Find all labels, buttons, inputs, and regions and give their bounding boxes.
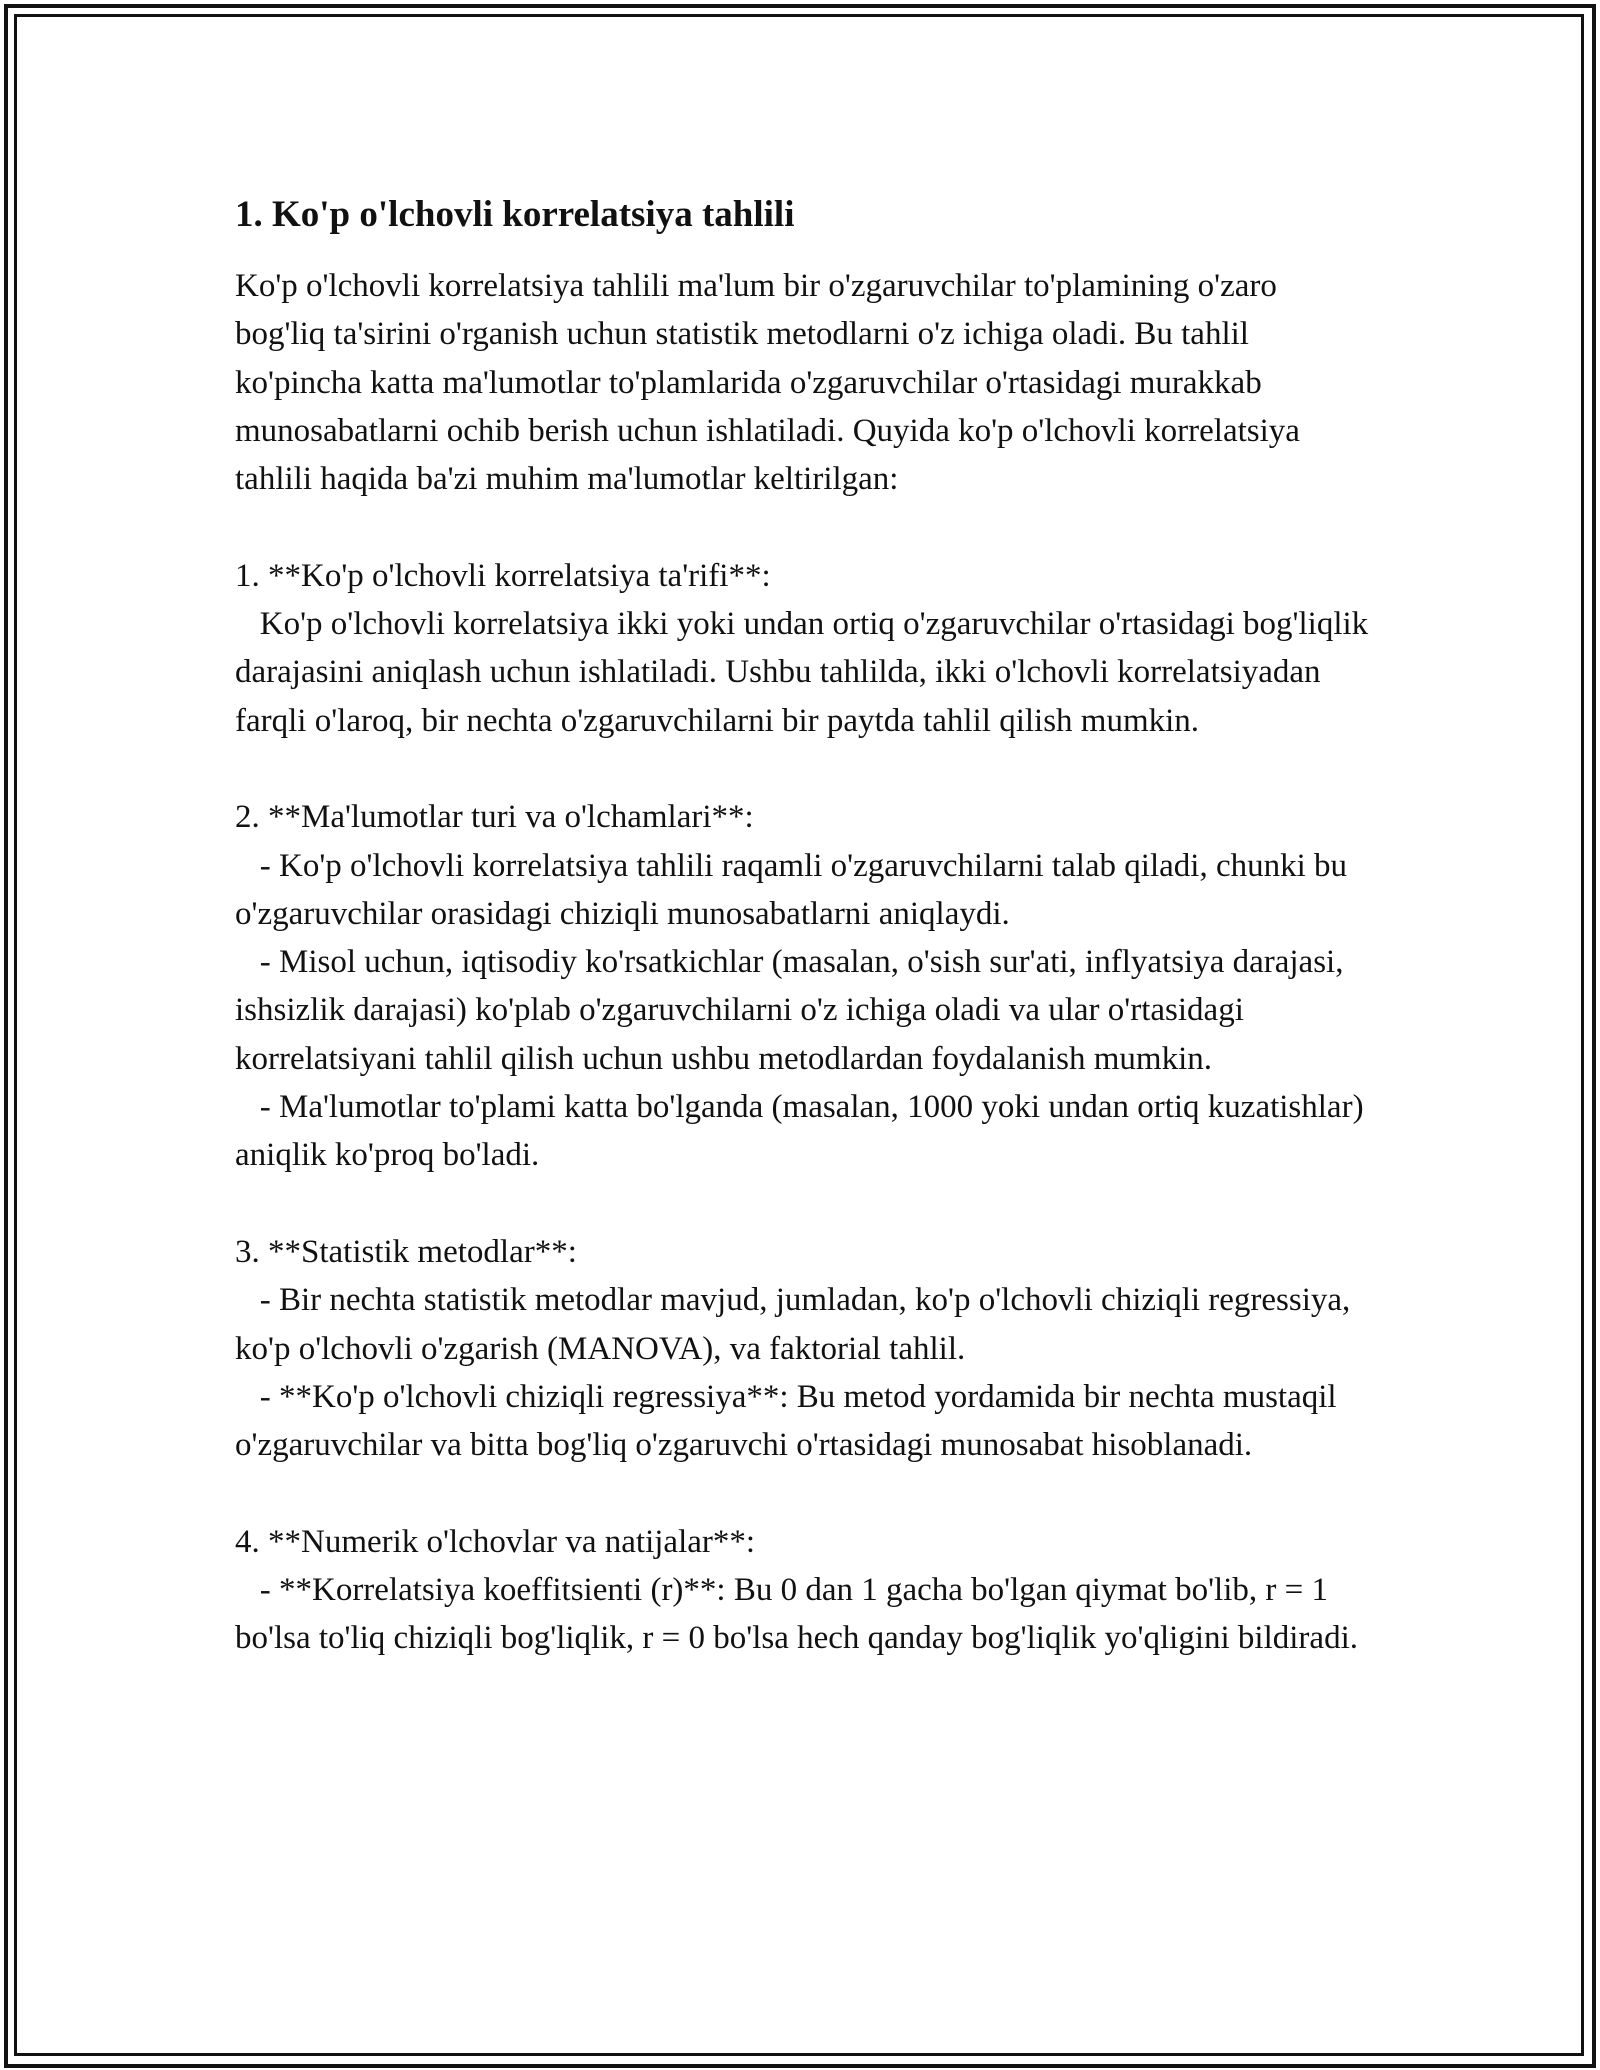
section-spacer [235, 745, 1375, 793]
section-2-heading: 2. **Ma'lumotlar turi va o'lchamlari**: [235, 799, 754, 836]
section-2-paragraph-3: - Ma'lumotlar to'plami katta bo'lganda (masalan, 1000 yoki undan ortiq kuzatishlar) aniqlik ko'proq bo'ladi. [235, 1089, 1372, 1174]
section-spacer [235, 1180, 1375, 1228]
section-3-paragraph-1: - Bir nechta statistik metodlar mavjud, jumladan, ko'p o'lchovli chiziqli regressiya, ko'p o'lchovli o'zgarish (MANOVA), va faktorial tahlil. [235, 1282, 1359, 1367]
intro-paragraph: Ko'p o'lchovli korrelatsiya tahlili ma'lum bir o'zgaruvchilar to'plamining o'zaro bog'liq ta'sirini o'rganish uchun statistik metodlarni o'z ichiga oladi. Bu tahlil ko'pincha katta ma'lumotlar to'plamlarida o'zgaruvchilar o'rtasidagi murakkab munosabatlarni ochib berish uchun ishlatiladi. Quyida ko'p o'lchovli korrelatsiya tahlili haqida ba'zi muhim ma'lumotlar keltirilgan: [235, 268, 1309, 498]
section-2-paragraph-2: - Misol uchun, iqtisodiy ko'rsatkichlar (masalan, o'sish sur'ati, inflyatsiya darajasi, ishsizlik darajasi) ko'plab o'zgaruvchilarni o'z ichiga oladi va ular o'rtasidagi korrelatsiyani tahlil qilish uchun ushbu metodlardan foydalanish mumkin. [235, 944, 1352, 1077]
section-3-paragraph-2: - **Ko'p o'lchovli chiziqli regressiya**: Bu metod yordamida bir nechta mustaqil o'zgaruvchilar va bitta bog'liq o'zgaruvchi o'rtasidagi munosabat hisoblanadi. [235, 1378, 1345, 1464]
section-2-paragraph-1: - Ko'p o'lchovli korrelatsiya tahlili raqamli o'zgaruvchilarni talab qiladi, chunki bu o'zgaruvchilar orasidagi chiziqli munosabatlarni aniqlaydi. [235, 847, 1356, 932]
document-body [235, 190, 1375, 1663]
section-1-heading: 1. **Ko'p o'lchovli korrelatsiya ta'rifi**: [235, 557, 771, 594]
section-1-paragraph-1: Ko'p o'lchovli korrelatsiya ikki yoki undan ortiq o'zgaruvchilar o'rtasidagi bog'liqlik darajasini aniqlash uchun ishlatiladi. Ushbu tahlilda, ikki o'lchovli korrelatsiyadan farqli o'laroq, bir nechta o'zgaruvchilarni bir paytda tahlil qilish mumkin. [235, 606, 1377, 739]
section-3-heading: 3. **Statistik metodlar**: [235, 1233, 577, 1270]
section-spacer [235, 1469, 1375, 1517]
section-4-heading: 4. **Numerik o'lchovlar va natijalar**: [235, 1523, 756, 1560]
section-4-paragraph-1: - **Korrelatsiya koeffitsienti (r)**: Bu 0 dan 1 gacha bo'lgan qiymat bo'lib, r = 1 bo'lsa to'liq chiziqli bog'liqlik, r = 0 bo'lsa hech qanday bog'liqlik yo'qligini bildiradi. [235, 1572, 1358, 1657]
document-title: 1. Ko'p o'lchovli korrelatsiya tahlili [235, 194, 795, 235]
section-spacer [235, 503, 1375, 551]
